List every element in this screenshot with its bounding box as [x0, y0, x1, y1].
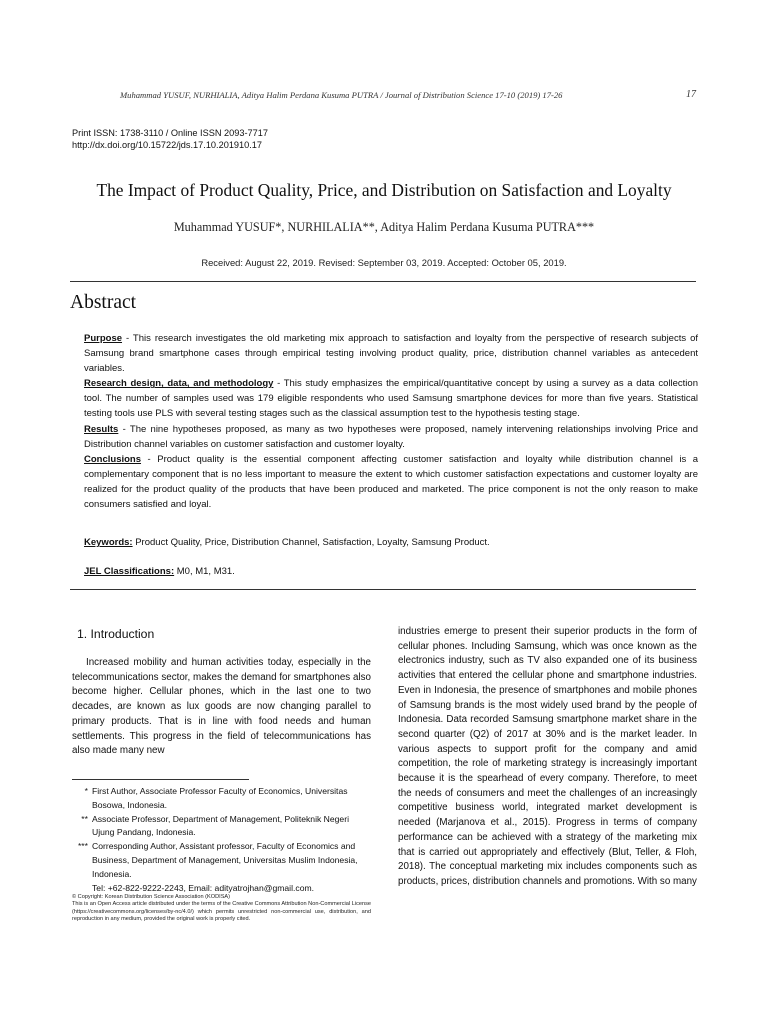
issn-line: Print ISSN: 1738-3110 / Online ISSN 2093-7717: [72, 128, 268, 138]
copyright-line: © Copyright: Korean Distribution Science Association (KODISA): [72, 894, 231, 900]
footnote-second-author: [72, 813, 372, 841]
footnote-mark: *: [84, 786, 88, 796]
jel-text: M0, M1, M31.: [174, 566, 235, 577]
footnote-first-author: [72, 785, 372, 813]
keywords-label: Keywords:: [84, 537, 133, 548]
introduction-left-column: [72, 656, 371, 759]
abstract-conclusions: [84, 452, 698, 512]
abstract-body: [84, 331, 698, 512]
introduction-right-column: [398, 625, 697, 890]
purpose-label: Purpose: [84, 333, 123, 344]
running-header: Muhammad YUSUF, NURHIALIA, Aditya Halim Perdana Kusuma PUTRA / Journal of Distribution Science 17-10 (2019) 17-26: [120, 90, 563, 100]
results-text: - The nine hypotheses proposed, as many as two hypotheses were proposed, namely intervening relationships involving Price and Distribution channel variables on customer satisfaction and customer loyalty.: [84, 423, 698, 450]
keywords-text: Product Quality, Price, Distribution Channel, Satisfaction, Loyalty, Samsung Product.: [132, 537, 490, 548]
footnote-text: Associate Professor, Department of Management, Politeknik Negeri Ujung Pandang, Indonesia.: [92, 813, 349, 838]
abstract-design: [84, 376, 698, 421]
conclusions-text: - Product quality is the essential component affecting customer satisfaction and loyalty while distribution channel is a complementary component that is no less important to measure the extent to which customer satisfaction expectations and customer loyalty are realized for the product quality of the products that have been produced and marketed. The price component is not the only reason to make consumers satisfied and loyal.: [84, 453, 698, 511]
page-number: 17: [686, 89, 696, 100]
jel-label: JEL Classifications:: [84, 566, 175, 577]
license-text: This is an Open Access article distributed under the terms of the Creative Commons Attribution Non-Commercial License (https://creativecommons.org/licenses/by-nc/4.0/) which permits unrestricted non-commercial use, distribution, and reproduction in any medium, provided the original work is properly cited.: [72, 901, 371, 923]
design-label: Research design, data, and methodology: [84, 378, 274, 390]
results-label: Results: [84, 423, 119, 435]
design-text: - This study emphasizes the empirical/quantitative concept by using a survey as a data collection tool. The number of samples used was 179 eligible respondents who used Samsung smartphone devices for more than five years. Statistical testing tools use PLS with several testing stages such as the classical assumption test to the hypothesis testing stage.: [84, 378, 698, 420]
introduction-paragraph-continued: industries emerge to present their superior products in the form of cellular phones. Including Samsung, which was once known as the electronics industry, such as TV also expanded one of its business activities that entered the cellular phone and smartphone industries. Even in Indonesia, the presence of smartphones and mobile phones of Samsung brands is the most widely used brand by the people of Indonesia. Data recorded Samsung smartphone market share in the second quarter (Q2) of 2017 at 30% and is the market leader. In various aspects to support profit for the company and amid competition, the role of marketing strategy is increasingly important because it is the spearhead of every company. Therefore, to meet the needs of consumers and meet the challenges of an increasingly competitive business world, integrated market development is needed (Marjanova et al., 2015). Progress in terms of company performance can be achieved with a strategy of the marketing mix that is carried out appropriately and effectively (Blut, Teller, & Floh, 2018). The conceptual marketing mix includes components such as products, prices, distribution channels and promotions. With so many: [398, 626, 697, 887]
issn-block: [72, 127, 268, 151]
footnote-corresponding-author: [72, 840, 372, 881]
author-footnotes: [72, 785, 372, 895]
footnote-contact-text: Tel: +62-822-9222-2243, Email: adityatrojhan@gmail.com.: [92, 882, 315, 893]
copyright-notice: [72, 894, 371, 924]
abstract-purpose: [84, 331, 698, 376]
abstract-bottom-rule: [70, 589, 696, 590]
footnote-text: First Author, Associate Professor Faculty of Economics, Universitas Bosowa, Indonesia.: [92, 786, 348, 810]
purpose-text: - This research investigates the old marketing mix approach to satisfaction and loyalty from the perspective of research subjects of Samsung brand smartphone cases through empirical testing involving product quality, price, distribution channel variables as antecedent variables.: [84, 333, 698, 375]
paper-title: The Impact of Product Quality, Price, and Distribution on Satisfaction and Loyalty: [96, 180, 672, 200]
jel-classifications: [84, 566, 698, 577]
abstract-results: [84, 422, 698, 452]
footnote-rule: [72, 779, 249, 780]
received-dates: Received: August 22, 2019. Revised: September 03, 2019. Accepted: October 05, 2019.: [201, 257, 567, 268]
author-list: Muhammad YUSUF*, NURHILALIA**, Aditya Halim Perdana Kusuma PUTRA***: [173, 220, 595, 234]
footnote-mark: ***: [77, 841, 88, 852]
abstract-heading: Abstract: [70, 292, 137, 313]
introduction-heading: 1. Introduction: [77, 627, 155, 641]
footnote-text: Corresponding Author, Assistant professor, Faculty of Economics and Business, Department of Management, Universitas Muslim Indonesia, Indonesia.: [92, 841, 358, 879]
introduction-paragraph: Increased mobility and human activities today, especially in the telecommunications sector, makes the demand for smartphones also become higher. Cellular phones, which in the last one to two decades, are known as lux goods are now changing parallel to primary products. That is in line with food needs and human settlements. This progress in the field of telecommunications has also made many new: [72, 657, 371, 757]
abstract-top-rule: [70, 281, 696, 282]
footnote-mark: **: [81, 813, 88, 824]
doi-link[interactable]: http://dx.doi.org/10.15722/jds.17.10.201910.17: [72, 140, 263, 150]
keywords: [84, 537, 698, 548]
conclusions-label: Conclusions: [84, 453, 142, 465]
